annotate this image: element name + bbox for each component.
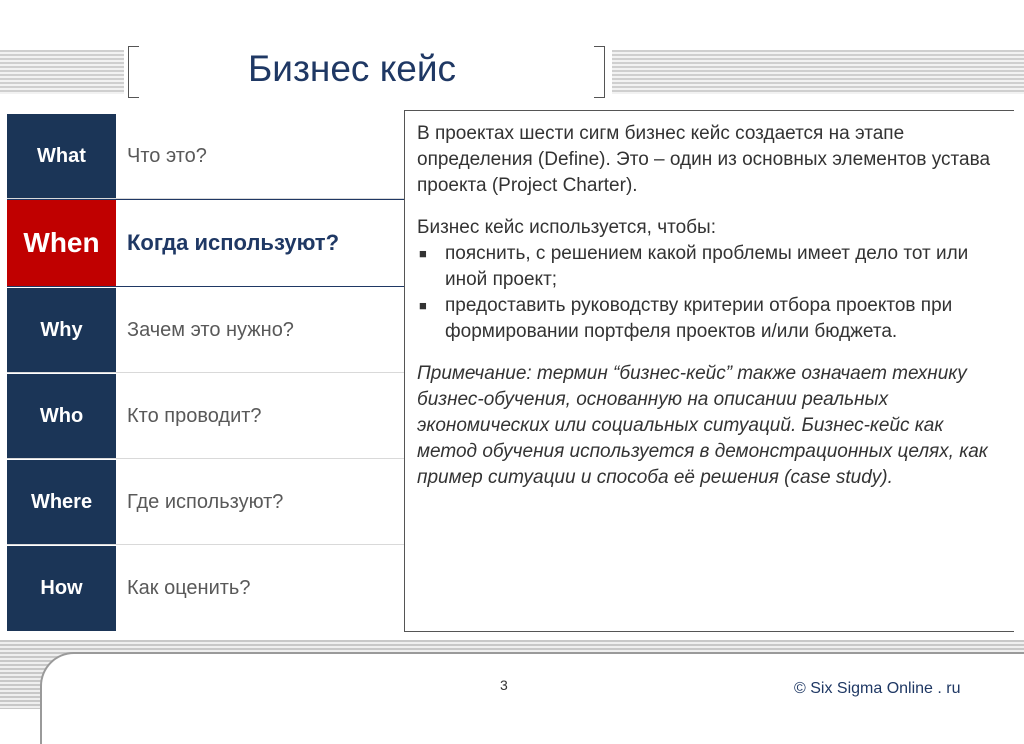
bullet-item (417, 241, 1002, 293)
row-question: Когда используют? (127, 230, 340, 255)
row-question: Зачем это нужно? (127, 319, 294, 341)
bullet-text: пояснить, с решением какой проблемы имеет дело тот или иной проект; (445, 243, 969, 290)
title-bracket-left (128, 46, 139, 98)
square-bullet-icon: ■ (419, 246, 427, 261)
row-tag: Where (7, 460, 116, 545)
row-where (7, 460, 404, 545)
bullet-item (417, 293, 1002, 345)
row-question: Что это? (127, 145, 207, 167)
answer-note: Примечание: термин “бизнес-кейс” также означает технику бизнес-обучения, основанную на описании реальных экономических или социальных ситуаций. Бизнес-кейс как метод обучения используется в демонстрационных целях, как пример ситуации и способа её решения (case study). (417, 363, 988, 488)
copyright-text: © Six Sigma Online . ru (794, 680, 961, 697)
answer-bullet-list (417, 241, 1002, 345)
row-what (7, 114, 404, 199)
bullet-text: предоставить руководству критерии отбора проектов при формировании портфеля проектов и/или бюджета. (445, 295, 953, 342)
answer-paragraph: Бизнес кейс используется, чтобы: (417, 217, 716, 238)
header-stripes-right (612, 50, 1024, 94)
page-number: 3 (500, 677, 508, 693)
row-divider (7, 544, 404, 545)
row-how (7, 546, 404, 631)
title-bracket-right (594, 46, 605, 98)
square-bullet-icon: ■ (419, 298, 427, 313)
row-divider (7, 458, 404, 459)
row-tag: Why (7, 288, 116, 373)
footer-panel (40, 652, 1024, 744)
header-stripes-left (0, 50, 124, 94)
row-question: Кто проводит? (127, 405, 262, 427)
slide-title: Бизнес кейс (248, 48, 457, 89)
row-divider (7, 372, 404, 373)
row-who (7, 374, 404, 459)
row-question: Как оценить? (127, 577, 251, 599)
row-question: Где используют? (127, 491, 284, 513)
row-tag: When (7, 200, 116, 286)
answer-panel (404, 110, 1014, 632)
row-tag: Who (7, 374, 116, 459)
row-tag: What (7, 114, 116, 199)
row-tag: How (7, 546, 116, 631)
row-why (7, 288, 404, 373)
answer-paragraph: В проектах шести сигм бизнес кейс создается на этапе определения (Define). Это – один из основных элементов устава проекта (Project Charter). (417, 123, 991, 196)
row-when (7, 199, 404, 287)
